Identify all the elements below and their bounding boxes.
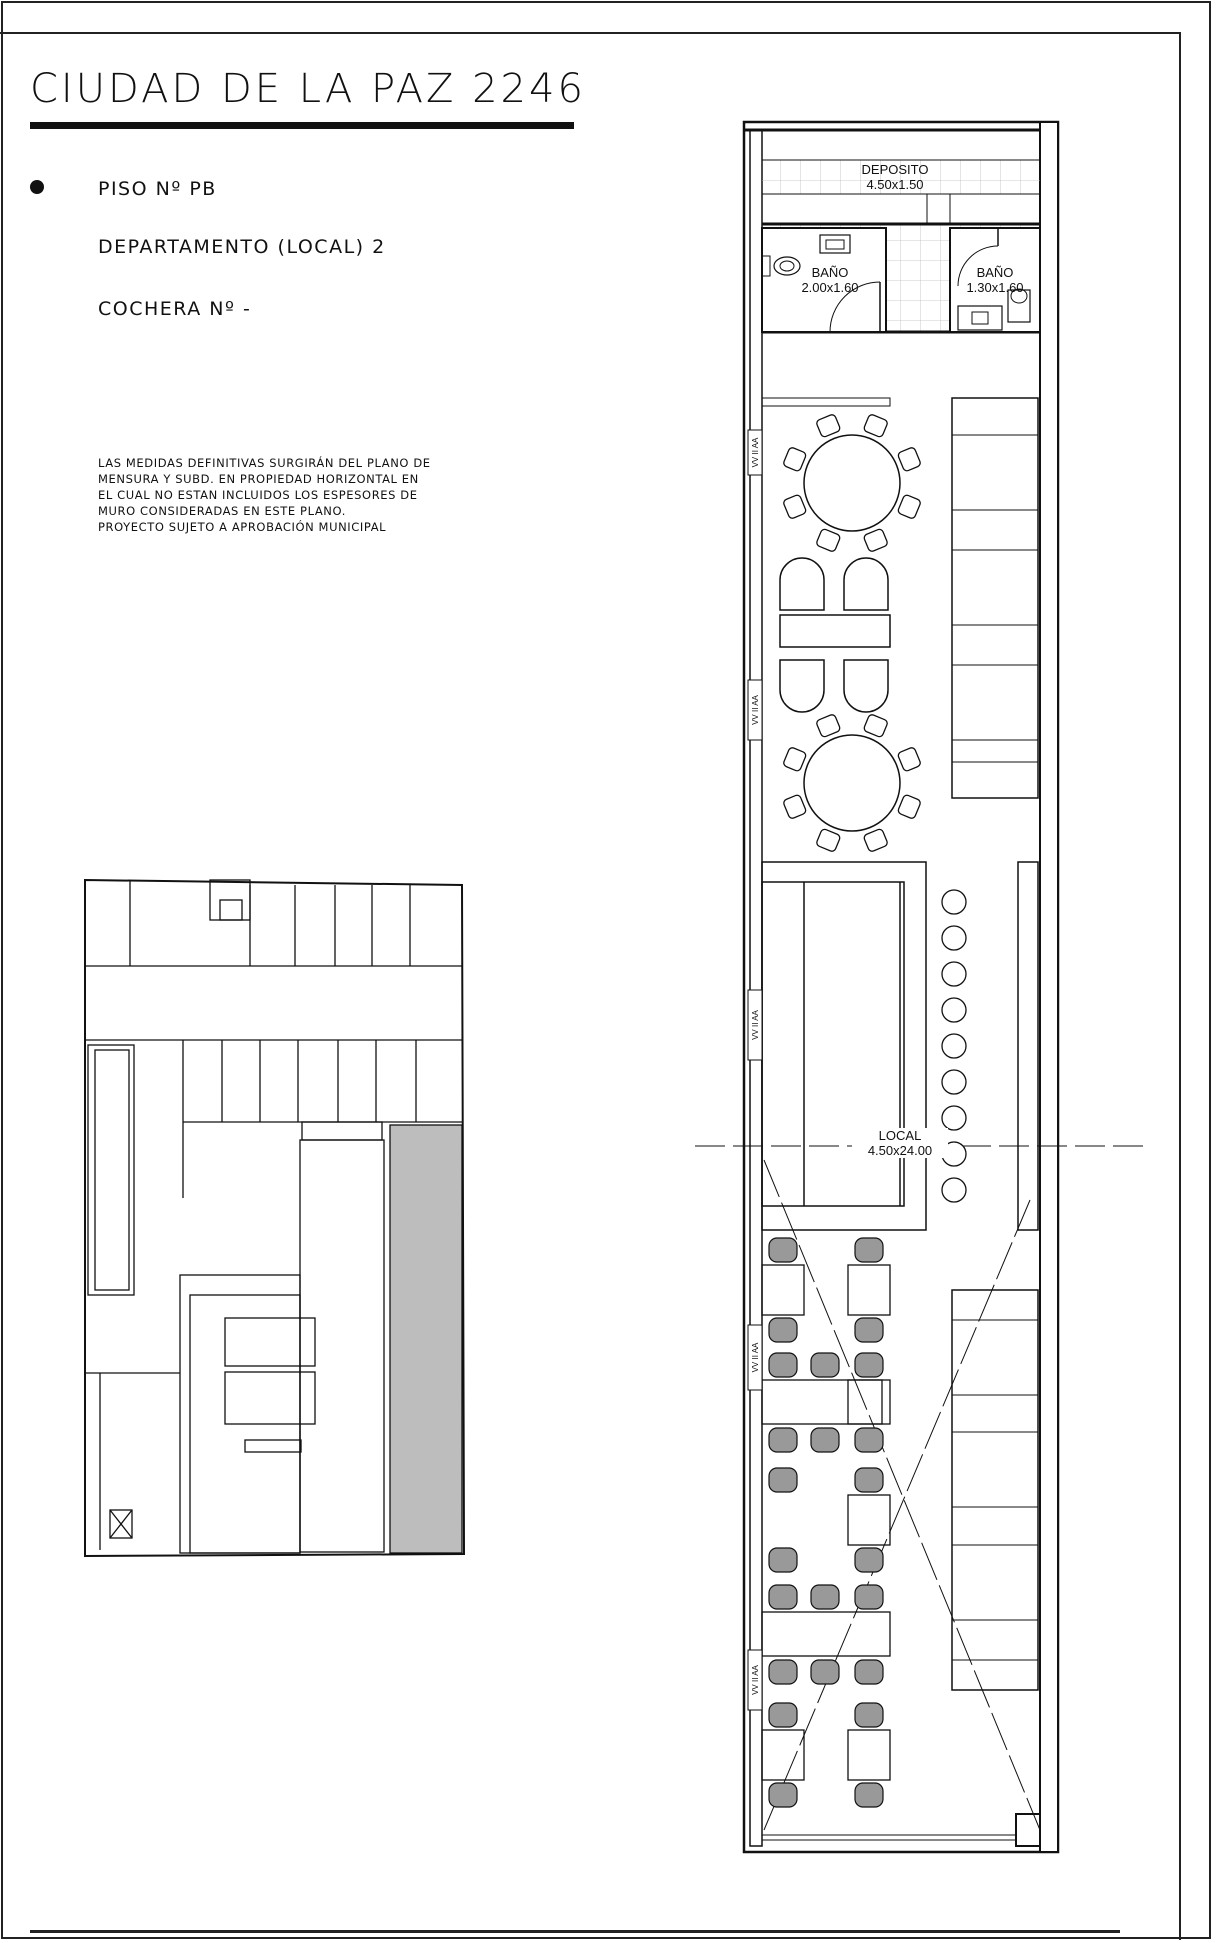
note-line: EL CUAL NO ESTAN INCLUIDOS LOS ESPESORES DE	[98, 488, 418, 502]
wall-tag: VV II AA	[751, 695, 760, 725]
chair	[863, 414, 888, 438]
note-line: MURO CONSIDERADAS EN ESTE PLANO.	[98, 504, 346, 518]
chair	[855, 1468, 883, 1492]
chair	[855, 1585, 883, 1609]
wall-tag: VV II AA	[751, 1665, 760, 1695]
bar-stool	[942, 1034, 966, 1058]
chair	[863, 828, 888, 852]
chair	[816, 528, 841, 552]
chair	[855, 1783, 883, 1807]
lounge-set	[780, 558, 890, 712]
chair	[897, 494, 921, 519]
chair	[769, 1468, 797, 1492]
wall-tag: VV II AA	[751, 437, 760, 468]
floor-label: PISO Nº PB	[98, 178, 217, 200]
chair	[897, 747, 921, 772]
bano-left-label	[790, 265, 870, 295]
bar-stool	[942, 926, 966, 950]
chair	[769, 1548, 797, 1572]
chair	[816, 714, 841, 738]
chair	[783, 494, 807, 519]
chair	[855, 1660, 883, 1684]
chair	[783, 447, 807, 472]
chair	[769, 1783, 797, 1807]
title-block-edge	[30, 1930, 1120, 1939]
room-size: 2.00x1.60	[801, 280, 859, 295]
right-wall	[1040, 122, 1058, 1852]
chair	[783, 794, 807, 819]
chair	[769, 1703, 797, 1727]
chair	[855, 1318, 883, 1342]
room-size: 4.50x1.50	[866, 177, 924, 192]
chair	[769, 1585, 797, 1609]
parking-label: COCHERA Nº -	[98, 298, 252, 320]
chair	[769, 1353, 797, 1377]
local-label	[852, 1128, 948, 1158]
booth-bench-lower	[952, 1290, 1038, 1690]
chair	[863, 714, 888, 738]
chair	[897, 794, 921, 819]
unit-label: DEPARTAMENTO (LOCAL) 2	[98, 236, 386, 258]
round-table-2	[804, 735, 900, 831]
booth-bench-upper	[952, 398, 1038, 798]
chair	[811, 1428, 839, 1452]
room-size: 4.50x24.00	[867, 1143, 933, 1158]
wall-tag: VV II AA	[751, 1342, 760, 1373]
chair	[863, 528, 888, 552]
chair	[855, 1428, 883, 1452]
room-name: BAÑO	[811, 265, 849, 280]
round-table-1	[804, 435, 900, 531]
chair	[897, 447, 921, 472]
chair	[811, 1353, 839, 1377]
chair	[816, 828, 841, 852]
bano-right-label	[955, 265, 1035, 295]
bar-stool	[942, 962, 966, 986]
chair	[783, 747, 807, 772]
chair	[769, 1428, 797, 1452]
room-name: DEPOSITO	[861, 162, 929, 177]
bar-stool	[942, 998, 966, 1022]
note-line: LAS MEDIDAS DEFINITIVAS SURGIRÁN DEL PLANO DE	[98, 456, 431, 470]
chair	[769, 1238, 797, 1262]
bar-stool	[942, 1070, 966, 1094]
local-floor-plan	[695, 122, 1150, 1852]
chair	[816, 414, 841, 438]
room-size: 1.30x1.60	[966, 280, 1024, 295]
chair	[769, 1318, 797, 1342]
wall-tag: VV II AA	[751, 1010, 760, 1040]
chair	[855, 1548, 883, 1572]
building-site-plan	[85, 880, 464, 1556]
bar-stool	[942, 890, 966, 914]
deposito-label	[850, 162, 940, 192]
chair	[855, 1703, 883, 1727]
room-name: LOCAL	[878, 1128, 922, 1143]
bar-stool	[942, 1178, 966, 1202]
chair	[855, 1238, 883, 1262]
chair	[811, 1585, 839, 1609]
chair	[855, 1353, 883, 1377]
bar-stool	[942, 1106, 966, 1130]
page-title: CIUDAD DE LA PAZ 2246	[30, 66, 586, 112]
note-line: PROYECTO SUJETO A APROBACIÓN MUNICIPAL	[98, 520, 387, 534]
left-wall	[750, 130, 762, 1846]
note-line: MENSURA Y SUBD. EN PROPIEDAD HORIZONTAL EN	[98, 472, 419, 486]
chair	[769, 1660, 797, 1684]
room-name: BAÑO	[976, 265, 1014, 280]
bar-counter	[762, 862, 1038, 1230]
chair	[811, 1660, 839, 1684]
